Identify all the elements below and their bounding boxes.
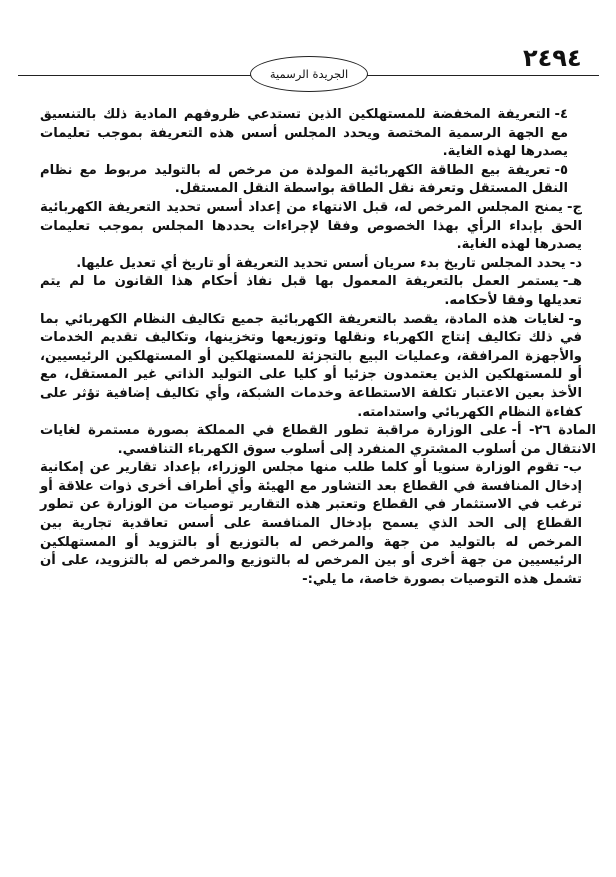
clause-4 bbox=[40, 106, 596, 162]
clause-marker: هـ- bbox=[562, 274, 582, 290]
clause-text: يحدد المجلس تاريخ بدء سريان أسس تحديد التعريفة أو تاريخ أي تعديل عليها. bbox=[76, 255, 566, 271]
clause-text: تعريفة بيع الطاقة الكهربائية المولدة من مرخص له بالتوليد مربوط مع نظام النقل المستقل وتعرفة نقل الطاقة بواسطة النقل المستقل. bbox=[40, 162, 568, 197]
page-number: ٢٤٩٤ bbox=[523, 44, 582, 72]
clause-h bbox=[40, 273, 596, 310]
clause-w bbox=[40, 311, 596, 423]
clause-j bbox=[40, 199, 596, 255]
clause-text: يمنح المجلس المرخص له، قبل الانتهاء من إعداد أسس تحديد التعريفة الكهربائية الحق بإبداء الرأي بهذا الخصوص وفقا لإجراءات يحددها المجلس بموجب تعليمات يصدرها لهذه الغاية. bbox=[40, 199, 582, 253]
article-26-b bbox=[40, 459, 596, 589]
clause-text: يستمر العمل بالتعريفة المعمول بها قبل نفاذ أحكام هذا القانون ما لم يتم تعديلها وفقا لأحكامه. bbox=[40, 274, 582, 308]
clause-text: لغايات هذه المادة، يقصد بالتعريفة الكهربائية جميع تكاليف النظام الكهربائي بما في ذلك تكاليف إنتاج الكهرباء ونقلها وتوزيعها وتخزينها، وتكاليف تقديم الخدمات والأجهزة المرافقة، وعمليات البيع بالتجزئة للمستهلكين أو المستهلكين الرئيسيين، أو للمستهلكين الذين يعتمدون جزئيا أو كليا على التوليد الذاتي غير المستقل، مع الأخذ بعين الاعتبار تكلفة الاستطاعة وخدمات الشبكة، وأي تكاليف إضافية تؤثر على كفاءة النظام الكهربائي واستدامته. bbox=[40, 311, 582, 420]
article-marker: المادة ٢٦- أ- bbox=[511, 423, 597, 439]
header-oval bbox=[250, 56, 368, 92]
article-26-a bbox=[40, 422, 596, 459]
clause-marker: ج- bbox=[567, 199, 582, 215]
gazette-title: الجريدة الرسمية bbox=[269, 67, 349, 81]
document-body bbox=[40, 106, 596, 589]
clause-marker: ٤- bbox=[554, 107, 568, 122]
clause-marker: و- bbox=[568, 311, 582, 327]
clause-marker: ٥- bbox=[554, 162, 568, 178]
clause-5 bbox=[40, 162, 596, 199]
clause-marker: د- bbox=[569, 255, 582, 271]
clause-text: على الوزارة مراقبة تطور القطاع في المملكة بصورة مستمرة لغايات الانتقال من أسلوب المشتري المنفرد إلى أسلوب سوق الكهرباء التنافسي. bbox=[40, 423, 596, 457]
clause-d bbox=[40, 255, 596, 274]
clause-text: التعريفة المخفضة للمستهلكين الذين تستدعي ظروفهم المادية ذلك بالتنسيق مع الجهة الرسمية المختصة ويحدد المجلس أسس هذه التعريفة بموجب تعليمات يصدرها لهذه الغاية. bbox=[40, 107, 568, 160]
clause-marker: ب- bbox=[563, 460, 582, 476]
clause-text: تقوم الوزارة سنويا أو كلما طلب منها مجلس الوزراء، بإعداد تقارير عن إمكانية إدخال المنافسة في القطاع بعد التشاور مع الهيئة وأي أطراف أخرى ذوات علاقة أو ترغب في الاستثمار في القطاع وتعتبر هذه التقارير توصيات من الوزارة عن تطور القطاع إلى الحد الذي يسمح بإدخال المنافسة على أسس تعاقدية تجارية بين المرخص له بالتوليد من جهة والمرخص له بالتوزيع أو بالتزويد أو المستهلكين الرئيسيين من جهة أخرى أو بين المرخص له بالتوزيع والمرخص له بالتزويد، على أن تشمل هذه التوصيات بصورة خاصة، ما يلي:- bbox=[40, 460, 582, 587]
